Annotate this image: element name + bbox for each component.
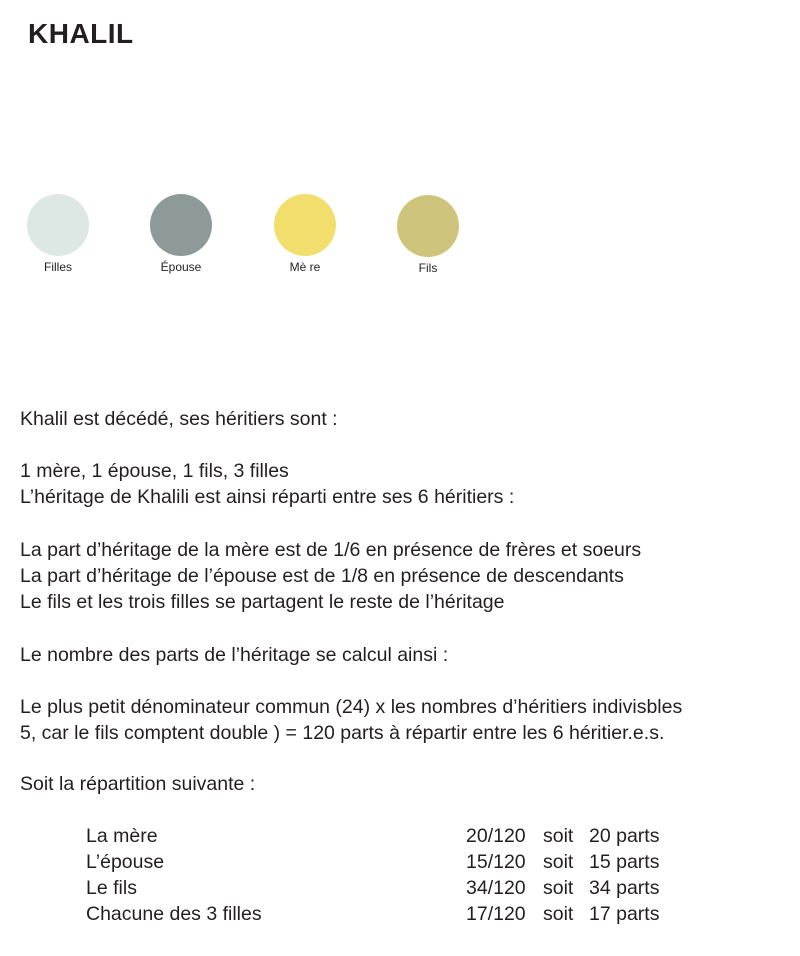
legend-dot-filles <box>27 194 89 256</box>
page-title: KHALIL <box>28 18 134 49</box>
distribution-soit: soit <box>543 877 574 899</box>
distribution-fraction: 17/120 <box>466 903 526 925</box>
legend-label-filles: Filles <box>43 260 72 274</box>
split-text: L’héritage de Khalili est ainsi réparti entre ses 6 héritiers : <box>20 486 515 508</box>
legend-item-filles <box>8 194 108 274</box>
legend-label-epouse: Épouse <box>160 260 202 274</box>
legend-label-fils: Fils <box>418 261 438 275</box>
intro-text: Khalil est décédé, ses héritiers sont : <box>20 408 338 430</box>
distribution-parts: 34 parts <box>589 877 660 899</box>
distribution-intro-text: Soit la répartition suivante : <box>20 773 256 795</box>
calc-line-2: 5, car le fils comptent double ) = 120 parts à répartir entre les 6 héritier.e.s. <box>20 722 665 744</box>
legend-dot-epouse <box>150 194 212 256</box>
rule-wife-text: La part d’héritage de l’épouse est de 1/8 en présence de descendants <box>20 565 624 587</box>
legend-item-fils <box>378 195 478 275</box>
distribution-parts: 20 parts <box>589 825 660 847</box>
calc-intro-text: Le nombre des parts de l’héritage se calcul ainsi : <box>20 644 449 666</box>
distribution-soit: soit <box>543 825 574 847</box>
distribution-parts: 15 parts <box>589 851 660 873</box>
legend-dot-fils <box>397 195 459 257</box>
distribution-parts: 17 parts <box>589 903 660 925</box>
rule-mother-text: La part d’héritage de la mère est de 1/6 en présence de frères et soeurs <box>20 539 642 561</box>
legend-dot-mere <box>274 194 336 256</box>
calc-line-1: Le plus petit dénominateur commun (24) x les nombres d’héritiers indivisbles <box>20 696 683 718</box>
distribution-fraction: 15/120 <box>466 851 526 873</box>
legend-label-mere: Mè re <box>289 260 321 274</box>
distribution-heir: Chacune des 3 filles <box>86 903 262 925</box>
distribution-heir: Le fils <box>86 877 137 899</box>
distribution-heir: La mère <box>86 825 158 847</box>
distribution-soit: soit <box>543 851 574 873</box>
legend-item-epouse <box>131 194 231 274</box>
rule-children-text: Le fils et les trois filles se partagent le reste de l’héritage <box>20 591 505 613</box>
heirs-list-text: 1 mère, 1 épouse, 1 fils, 3 filles <box>20 460 289 482</box>
distribution-soit: soit <box>543 903 574 925</box>
distribution-fraction: 20/120 <box>466 825 526 847</box>
distribution-heir: L’épouse <box>86 851 165 873</box>
legend-item-mere <box>255 194 355 274</box>
distribution-fraction: 34/120 <box>466 877 526 899</box>
